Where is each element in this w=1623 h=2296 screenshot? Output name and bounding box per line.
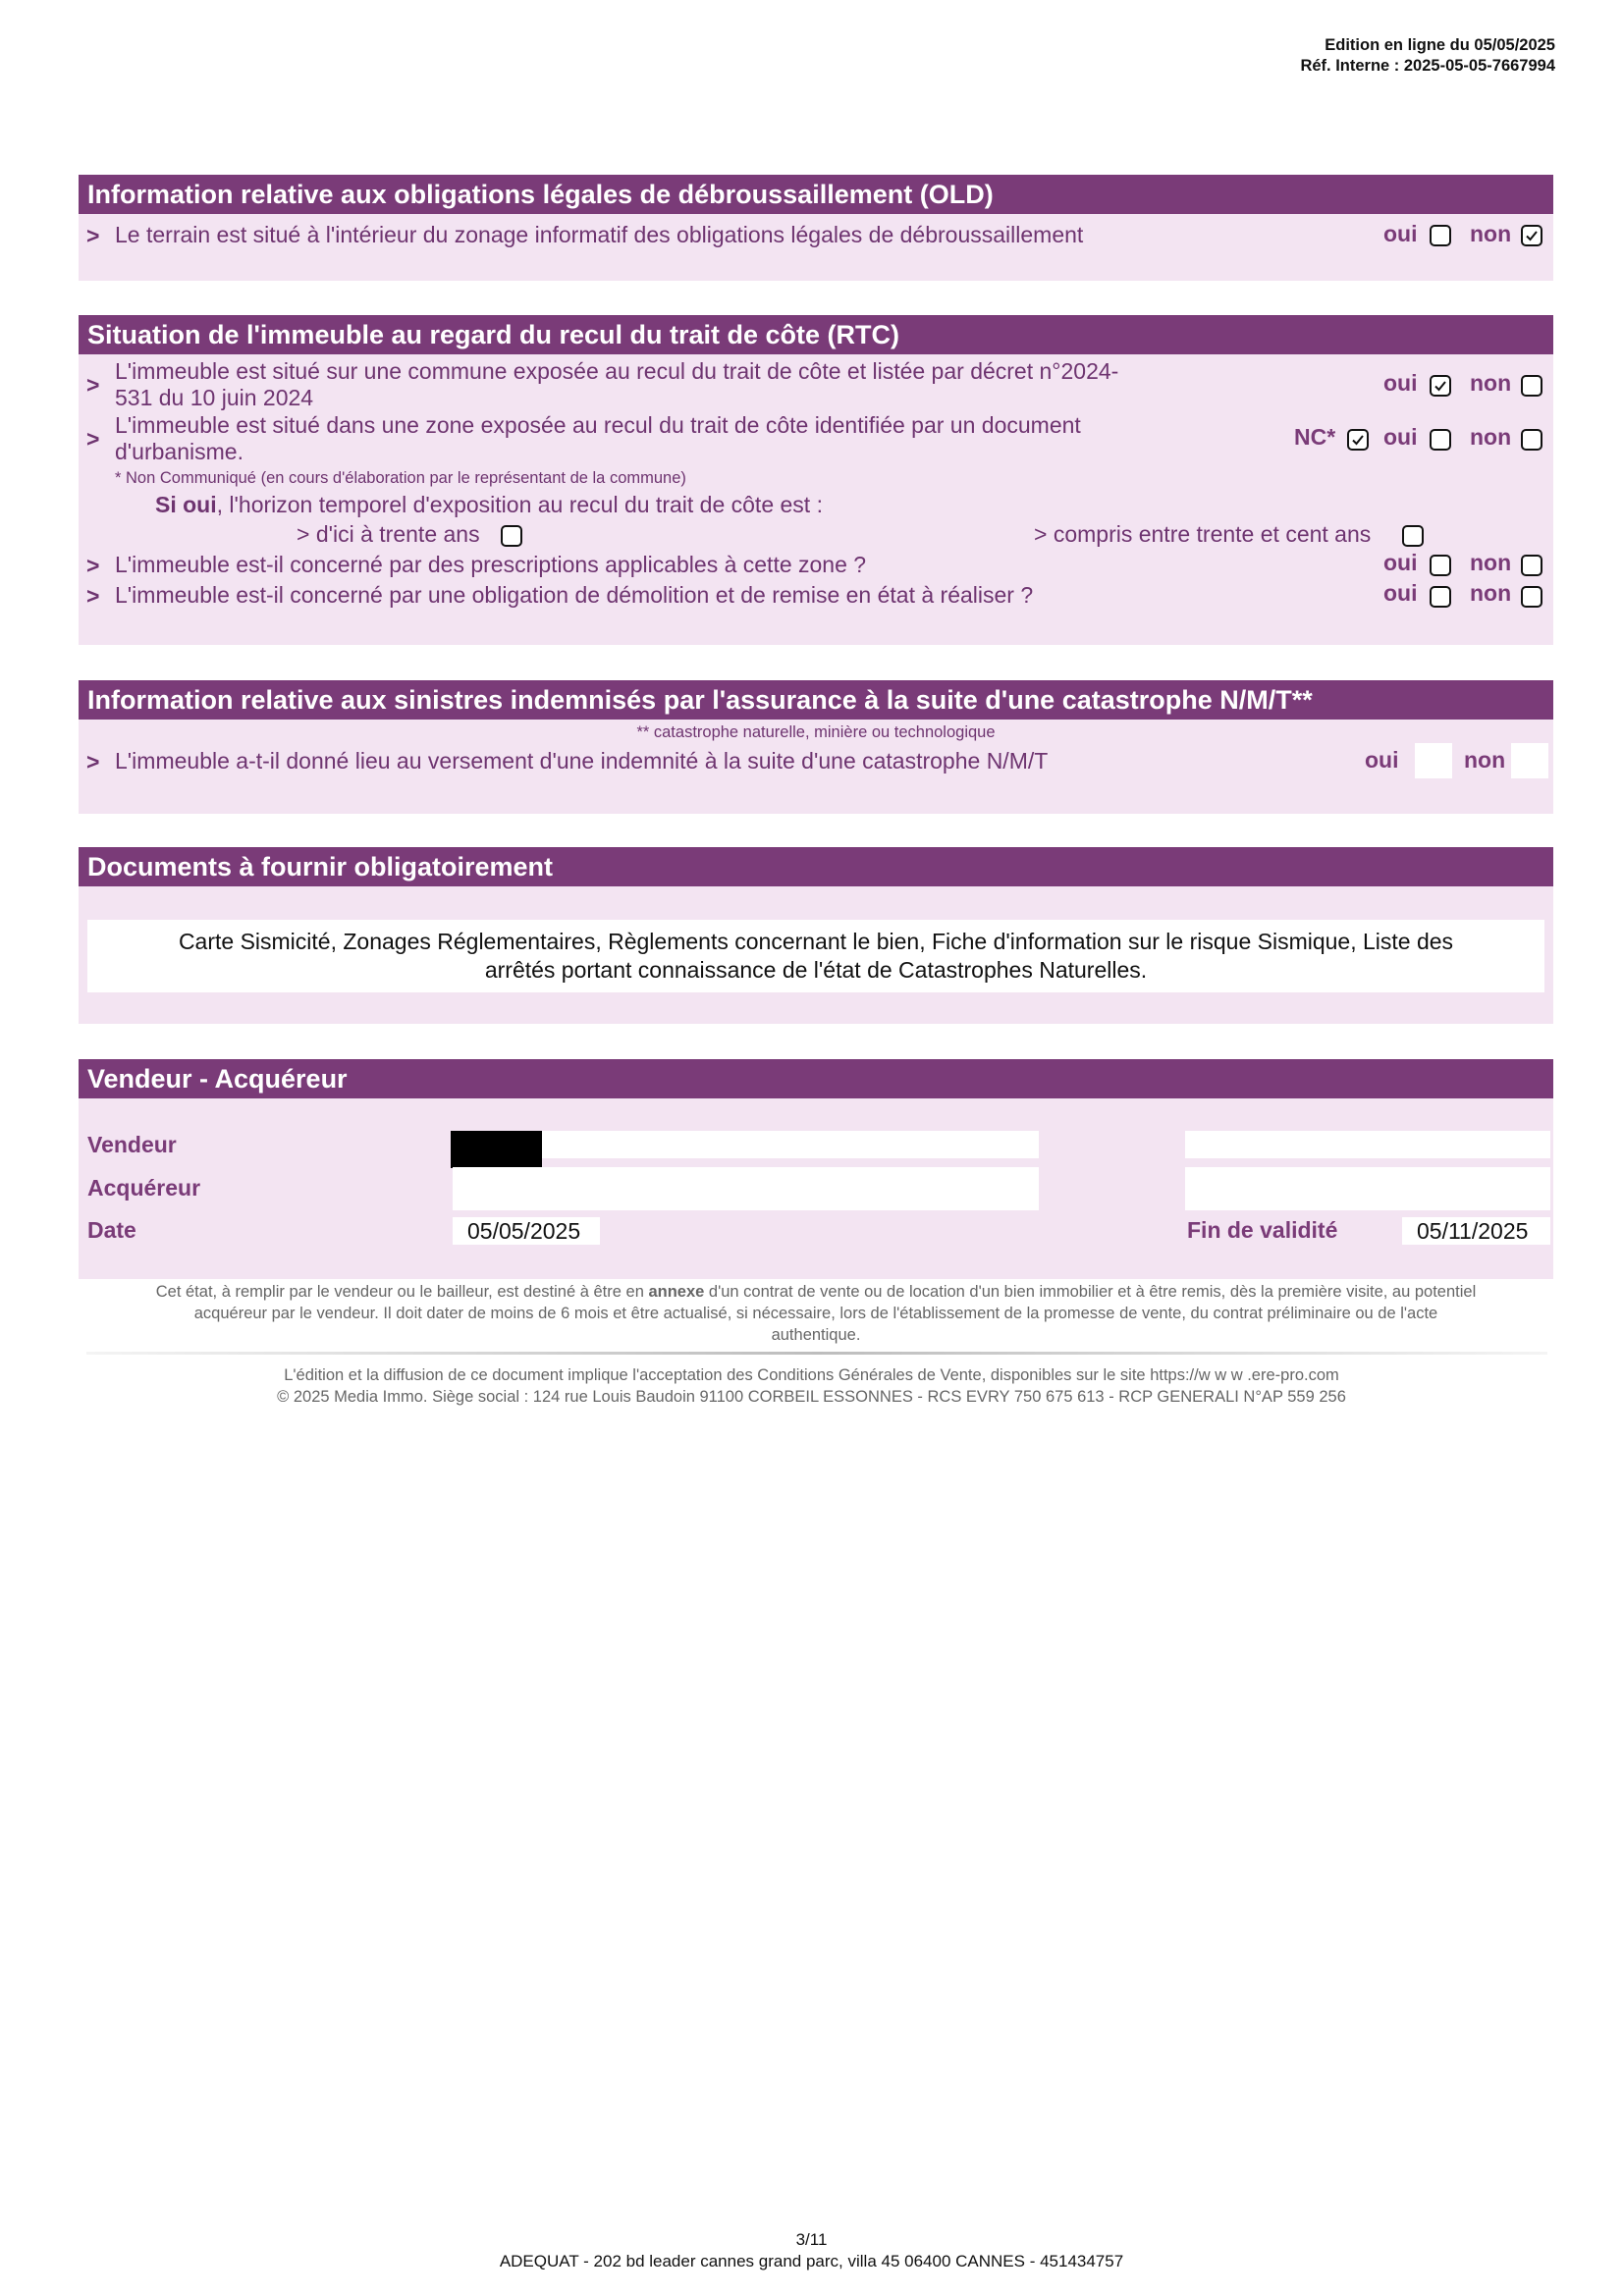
sinistres-non-field[interactable] [1511, 743, 1548, 778]
fin-validite-label: Fin de validité [1187, 1217, 1338, 1243]
section-documents [79, 847, 1553, 1024]
disclaimer-part1: Cet état, à remplir par le vendeur ou le bailleur, est destiné à être en [155, 1283, 649, 1301]
non-label: non [1470, 370, 1512, 396]
documents-list-box [87, 920, 1544, 992]
vendeur-label: Vendeur [87, 1132, 177, 1157]
non-label: non [1470, 580, 1512, 606]
section-documents-title: Documents à fournir obligatoirement [79, 847, 1553, 886]
oui-label: oui [1383, 580, 1418, 606]
rtc-question-3: L'immeuble est-il concerné par des prescriptions applicables à cette zone ? [115, 552, 867, 577]
arrow-marker: > [86, 223, 100, 248]
sinistres-oui-field[interactable] [1415, 743, 1452, 778]
checkmark-icon [1434, 379, 1447, 393]
section-old-body [79, 214, 1553, 281]
oui-label: oui [1383, 221, 1418, 246]
horizon-30-100-label: > compris entre trente et cent ans [1034, 521, 1372, 547]
checkmark-icon [1351, 433, 1365, 447]
disclaimer-line2: acquéreur par le vendeur. Il doit dater de moins de 6 mois et être actualisé, si nécessaire, lors de l'établissement de la promesse de vente, du contrat préliminaire ou de l'acte [193, 1305, 1438, 1322]
annex-disclaimer [84, 1281, 1547, 1346]
rtc-question-4: L'immeuble est-il concerné par une obligation de démolition et de remise en état à réaliser ? [115, 582, 1034, 608]
oui-label: oui [1365, 747, 1399, 773]
rtc-question-2-line2: d'urbanisme. [115, 439, 243, 464]
cgv-line2: © 2025 Media Immo. Siège social : 124 rue Louis Baudoin 91100 CORBEIL ESSONNES - RCS EVRY 750 675 613 - RCP GENERALI N°AP 559 256 [277, 1388, 1346, 1406]
section-rtc-body [79, 354, 1553, 645]
horizon-30-100-checkbox[interactable] [1402, 525, 1424, 547]
nc-footnote: * Non Communiqué (en cours d'élaboration par le représentant de la commune) [115, 469, 686, 487]
rtc-question-1-line1: L'immeuble est situé sur une commune exposée au recul du trait de côte et listée par décret n°2024- [115, 358, 1119, 384]
checkmark-icon [1525, 229, 1539, 242]
page-number: 3/11 [795, 2230, 828, 2249]
arrow-marker: > [86, 372, 100, 398]
section-rtc-title: Situation de l'immeuble au regard du recul du trait de côte (RTC) [79, 315, 1553, 354]
old-q1-non-checkbox[interactable] [1521, 225, 1542, 246]
arrow-marker: > [86, 553, 100, 578]
rtc-q3-oui-checkbox[interactable] [1430, 555, 1451, 576]
oui-label: oui [1383, 370, 1418, 396]
internal-reference: Réf. Interne : 2025-05-05-7667994 [1300, 57, 1555, 75]
non-label: non [1464, 747, 1506, 773]
rtc-question-1-line2: 531 du 10 juin 2024 [115, 385, 314, 410]
redaction-block [451, 1131, 542, 1168]
rtc-q3-non-checkbox[interactable] [1521, 555, 1542, 576]
old-q1-oui-checkbox[interactable] [1430, 225, 1451, 246]
rtc-q1-oui-checkbox[interactable] [1430, 375, 1451, 397]
cgv-line1: L'édition et la diffusion de ce document implique l'acceptation des Conditions Générales de Vente, disponibles sur le site https://w w w .ere-pro.com [284, 1366, 1339, 1384]
arrow-marker: > [86, 749, 100, 774]
rtc-q4-oui-checkbox[interactable] [1430, 586, 1451, 608]
rtc-q2-nc-checkbox[interactable] [1347, 429, 1369, 451]
section-sinistres-body [79, 720, 1553, 814]
non-label: non [1470, 550, 1512, 575]
cgv-notice [0, 1364, 1623, 1408]
nc-label: NC* [1294, 424, 1336, 450]
vendeur-field[interactable] [451, 1131, 1039, 1158]
date-field[interactable] [453, 1217, 600, 1245]
disclaimer-line3: authentique. [771, 1326, 861, 1344]
section-sinistres-title: Information relative aux sinistres indemnisés par l'assurance à la suite d'une catastrophe N/M/T** [79, 680, 1553, 720]
section-documents-body [79, 886, 1553, 1024]
fin-validite-field[interactable] [1402, 1217, 1550, 1245]
section-old-title: Information relative aux obligations légales de débroussaillement (OLD) [79, 175, 1553, 214]
section-parties [79, 1059, 1553, 1279]
arrow-marker: > [86, 426, 100, 452]
agency-address: ADEQUAT - 202 bd leader cannes grand parc, villa 45 06400 CANNES - 451434757 [499, 2252, 1124, 2270]
old-question-1: Le terrain est situé à l'intérieur du zonage informatif des obligations légales de débroussaillement [115, 222, 1084, 247]
non-label: non [1470, 424, 1512, 450]
section-parties-title: Vendeur - Acquéreur [79, 1059, 1553, 1098]
disclaimer-line1 [84, 1281, 1547, 1303]
edition-date: Edition en ligne du 05/05/2025 [1325, 36, 1555, 54]
date-label: Date [87, 1217, 136, 1243]
vendeur-field-2[interactable] [1185, 1131, 1550, 1158]
non-label: non [1470, 221, 1512, 246]
page-footer [0, 2229, 1623, 2272]
acquereur-field-2[interactable] [1185, 1167, 1550, 1210]
acquereur-field[interactable] [453, 1167, 1039, 1210]
oui-label: oui [1383, 550, 1418, 575]
sinistres-question-1: L'immeuble a-t-il donné lieu au versement d'une indemnité à la suite d'une catastrophe N/M/T [115, 748, 1049, 774]
rtc-q2-non-checkbox[interactable] [1521, 429, 1542, 451]
oui-label: oui [1383, 424, 1418, 450]
section-old [79, 175, 1553, 281]
rtc-q2-oui-checkbox[interactable] [1430, 429, 1451, 451]
section-sinistres [79, 680, 1553, 814]
rtc-question-2-line1: L'immeuble est situé dans une zone exposée au recul du trait de côte identifiée par un document [115, 412, 1081, 438]
horizon-30-label: > d'ici à trente ans [297, 521, 480, 547]
document-header [1300, 35, 1555, 77]
si-oui-horizon-text [155, 492, 823, 518]
documents-list-line2: arrêtés portant connaissance de l'état de Catastrophes Naturelles. [484, 957, 1148, 983]
rtc-q4-non-checkbox[interactable] [1521, 586, 1542, 608]
fin-validite-value: 05/11/2025 [1417, 1218, 1529, 1244]
disclaimer-part2: d'un contrat de vente ou de location d'un bien immobilier et à être remis, dès la première visite, au potentiel [704, 1283, 1477, 1301]
section-rtc [79, 315, 1553, 645]
horizon-30-checkbox[interactable] [501, 525, 522, 547]
rtc-q1-non-checkbox[interactable] [1521, 375, 1542, 397]
documents-list-line1: Carte Sismicité, Zonages Réglementaires, Règlements concernant le bien, Fiche d'information sur le risque Sismique, Liste des [178, 929, 1454, 954]
arrow-marker: > [86, 583, 100, 609]
divider [86, 1352, 1547, 1355]
si-oui-bold: Si oui [155, 492, 217, 517]
si-oui-rest: , l'horizon temporel d'exposition au recul du trait de côte est : [216, 492, 823, 517]
date-value: 05/05/2025 [467, 1218, 581, 1244]
disclaimer-bold: annexe [648, 1283, 705, 1301]
acquereur-label: Acquéreur [87, 1175, 201, 1201]
section-parties-body [79, 1098, 1553, 1279]
sinistres-footnote: ** catastrophe naturelle, minière ou technologique [636, 723, 996, 741]
